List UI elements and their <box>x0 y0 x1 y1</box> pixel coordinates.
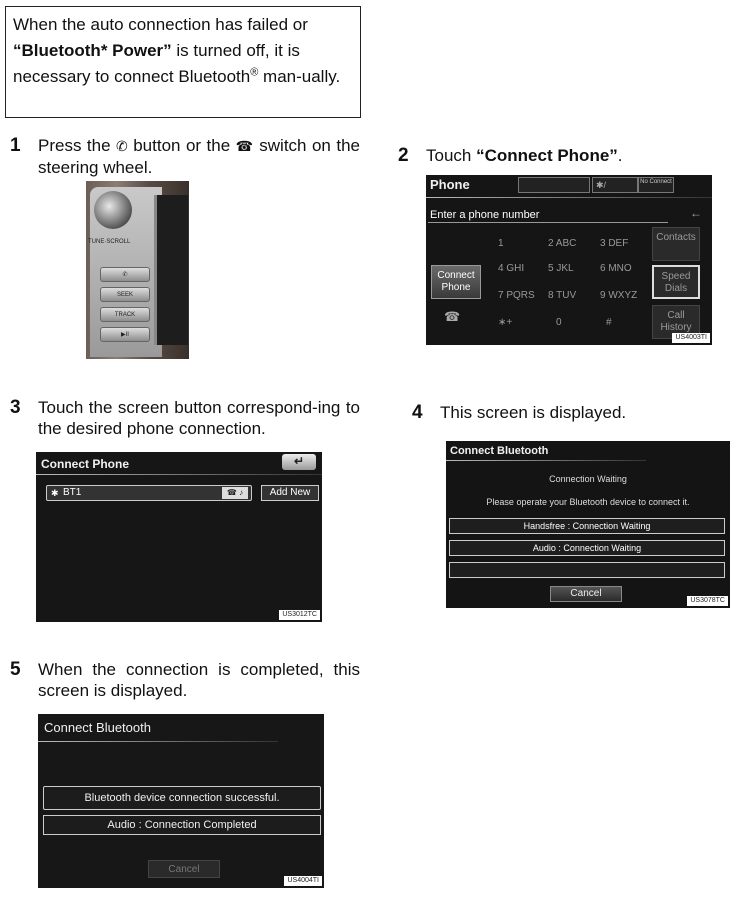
track-hw-button: TRACK <box>100 307 150 322</box>
step-2 <box>398 145 728 167</box>
connect-bluetooth-waiting-screen <box>446 441 730 608</box>
step-number: 1 <box>10 135 21 156</box>
hang-up-icon[interactable]: ☎ <box>444 309 461 324</box>
connect-phone-button[interactable]: Connect Phone <box>431 265 481 299</box>
step-1 <box>10 135 365 179</box>
step-4 <box>412 402 742 424</box>
key-0[interactable]: 0 <box>556 317 562 328</box>
key-6[interactable]: 6 MNO <box>600 263 632 274</box>
step-number: 2 <box>398 145 409 166</box>
connection-status: Connection Waiting <box>549 474 627 484</box>
phone-button-icon: ✆ <box>116 138 128 154</box>
screen-title: Connect Bluetooth <box>450 445 549 457</box>
divider <box>426 197 712 198</box>
key-7[interactable]: 7 PQRS <box>498 290 535 301</box>
bluetooth-icon: ✱ <box>51 488 59 498</box>
display-edge <box>154 195 188 345</box>
step-number: 4 <box>412 402 423 423</box>
key-2[interactable]: 2 ABC <box>548 238 577 249</box>
figure-code: US3078TC <box>687 596 728 606</box>
figure-code: US3012TC <box>279 610 320 620</box>
figure-code: US4004TI <box>284 876 322 886</box>
cancel-button[interactable]: Cancel <box>148 860 220 878</box>
step-text-b: button or the <box>133 136 231 155</box>
phone-number-field[interactable]: Enter a phone number <box>428 207 668 223</box>
connect-phone-screen <box>36 452 322 622</box>
screen-title: Connect Phone <box>41 457 130 471</box>
divider <box>36 474 322 475</box>
step-text: This screen is displayed. <box>440 403 627 422</box>
tune-scroll-knob-icon <box>94 191 132 229</box>
step-text <box>38 135 360 178</box>
bluetooth-status-icon: ✱/ <box>592 177 638 193</box>
step-3 <box>10 397 365 441</box>
audio-status-row: Audio : Connection Completed <box>43 815 321 835</box>
step-text: Touch the screen button correspond-ing to the desired phone connection. <box>38 398 360 438</box>
step-text <box>426 145 623 166</box>
phone-audio-profile-icon: ☎ ♪ <box>222 487 248 499</box>
step-text-b: . <box>617 146 623 165</box>
registered-mark: ® <box>250 66 259 79</box>
note-text-3: man-ually. <box>258 67 341 86</box>
divider <box>38 741 278 742</box>
phone-switch-icon: ☎ <box>235 138 254 154</box>
key-3[interactable]: 3 DEF <box>600 238 629 249</box>
back-button[interactable]: ↵ <box>282 454 316 470</box>
handsfree-status-row: Handsfree : Connection Waiting <box>449 518 725 534</box>
seek-hw-button: SEEK <box>100 287 150 302</box>
divider <box>446 460 646 461</box>
key-5[interactable]: 5 JKL <box>548 263 574 274</box>
play-hw-button: ▶II <box>100 327 150 342</box>
no-connect-badge: No Connect <box>638 177 674 193</box>
step-5 <box>10 659 365 703</box>
key-hash[interactable]: # <box>606 317 612 328</box>
contacts-button[interactable]: Contacts <box>652 227 700 261</box>
status-field <box>518 177 590 193</box>
key-9[interactable]: 9 WXYZ <box>600 290 638 301</box>
step-text-c: switch on the steering wheel. <box>38 136 360 177</box>
note-text-1: When the auto connection has failed or <box>13 15 308 34</box>
key-8[interactable]: 8 TUV <box>548 290 577 301</box>
key-4[interactable]: 4 GHI <box>498 263 525 274</box>
screen-title: Connect Bluetooth <box>44 720 151 735</box>
tunescroll-label: TUNE·SCROLL <box>88 239 131 245</box>
cancel-button[interactable]: Cancel <box>550 586 622 602</box>
step-bold: “Connect Phone” <box>476 146 618 165</box>
key-star[interactable]: ∗+ <box>498 317 513 328</box>
connect-bluetooth-completed-screen <box>38 714 324 888</box>
screen-title: Phone <box>430 177 470 192</box>
phone-hw-button: ✆ <box>100 267 150 282</box>
instruction-text: Please operate your Bluetooth device to connect it. <box>486 497 690 507</box>
step-text: When the connection is completed, this screen is displayed. <box>38 660 360 700</box>
phone-screen <box>426 175 712 345</box>
note-box <box>5 6 361 118</box>
call-history-button[interactable]: Call History <box>652 305 700 339</box>
step-number: 5 <box>10 659 21 680</box>
step-text-a: Press the <box>38 136 111 155</box>
speed-dials-button[interactable]: Speed Dials <box>652 265 700 299</box>
note-bold-term: “Bluetooth* Power” <box>13 41 172 60</box>
step-number: 3 <box>10 397 21 418</box>
key-1[interactable]: 1 <box>498 238 504 249</box>
step-text-a: Touch <box>426 146 472 165</box>
figure-code: US4003TI <box>672 333 710 343</box>
device-name: BT1 <box>63 487 82 498</box>
note-text-2: is turned off, it is necessary to connect Bluetooth <box>13 41 300 86</box>
audio-status-row: Audio : Connection Waiting <box>449 540 725 556</box>
steering-wheel-photo <box>86 181 189 359</box>
add-new-button[interactable]: Add New <box>261 485 319 501</box>
backspace-icon[interactable]: ← <box>690 206 702 220</box>
success-message-row: Bluetooth device connection successful. <box>43 786 321 810</box>
empty-status-row <box>449 562 725 578</box>
